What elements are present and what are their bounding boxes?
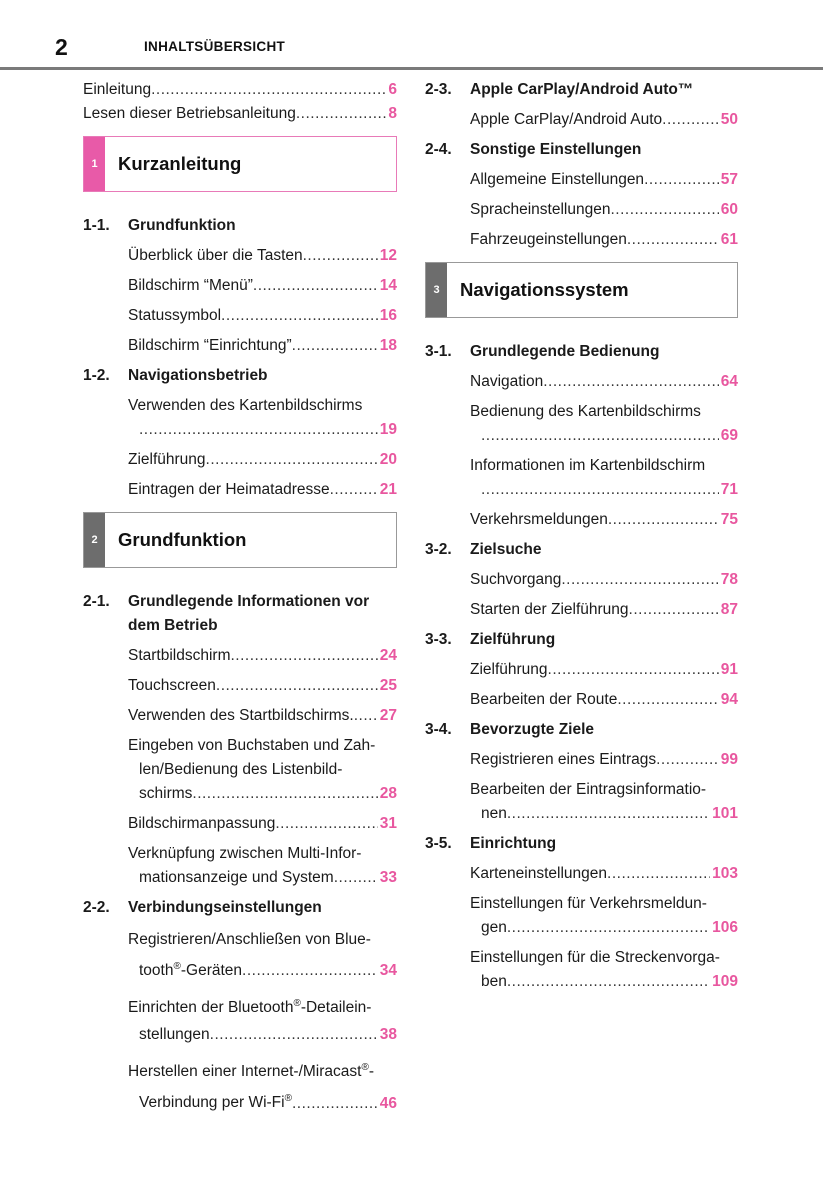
toc-entry[interactable]: Einstellungen für Verkehrsmeldun- gen ..... 106 [470, 892, 738, 940]
section-heading: 1-1. Grundfunktion [83, 217, 236, 234]
section-heading: 3-5. Einrichtung [425, 835, 557, 852]
toc-entry[interactable]: Eingeben von Buchstaben und Zah- len/Bedienung des Listenbild- schirms ..... 28 [128, 734, 397, 806]
toc-entry[interactable]: Einleitung ..... 6 [83, 78, 397, 102]
chapter-title: Kurzanleitung [118, 153, 242, 174]
toc-entry[interactable]: Spracheinstellungen ..... 60 [470, 198, 738, 222]
section-heading: 3-2. Zielsuche [425, 541, 542, 558]
toc-entry[interactable]: Bildschirm “Einrichtung” ..... 18 [128, 334, 397, 358]
toc-entry[interactable]: Informationen im Kartenbildschirm ..... 71 [470, 454, 738, 502]
toc-entry[interactable]: Einrichten der Bluetooth®-Detailein- stellungen ..... 38 [128, 990, 397, 1048]
toc-entry[interactable]: Starten der Zielführung ..... 87 [470, 598, 738, 622]
toc-entry[interactable]: Touchscreen ..... 25 [128, 674, 397, 698]
toc-entry[interactable]: Verkehrsmeldungen ..... 75 [470, 508, 738, 532]
toc-entry[interactable]: Apple CarPlay/Android Auto ..... 50 [470, 108, 738, 132]
toc-entry[interactable]: Verwenden des Kartenbildschirms ..... 19 [128, 394, 397, 442]
section-heading: 2-2. Verbindungseinstellungen [83, 899, 322, 916]
section-heading: 1-2. Navigationsbetrieb [83, 367, 268, 384]
chapter-number: 1 [84, 137, 105, 191]
toc-entry[interactable]: Verwenden des Startbildschirms. ..... 27 [128, 704, 397, 728]
page-title: INHALTSÜBERSICHT [144, 39, 286, 54]
toc-entry[interactable]: Verknüpfung zwischen Multi-Infor- mationsanzeige und System ..... 33 [128, 842, 397, 890]
toc-entry[interactable]: Karteneinstellungen ..... 103 [470, 862, 738, 886]
toc-entry[interactable]: Suchvorgang ..... 78 [470, 568, 738, 592]
toc-entry[interactable]: Registrieren/Anschließen von Blue- tooth®-Geräten ..... 34 [128, 926, 397, 984]
toc-entry[interactable]: Fahrzeugeinstellungen ..... 61 [470, 228, 738, 252]
left-column [83, 78, 397, 1117]
toc-entry[interactable]: Bearbeiten der Route ..... 94 [470, 688, 738, 712]
section-heading: 3-4. Bevorzugte Ziele [425, 721, 595, 738]
toc-entry[interactable]: Zielführung ..... 91 [470, 658, 738, 682]
section-heading: 2-3. Apple CarPlay/Android Auto™ [425, 81, 694, 98]
toc-entry[interactable]: Bildschirm “Menü” ..... 14 [128, 274, 397, 298]
section-heading: 3-1. Grundlegende Bedienung [425, 343, 660, 360]
chapter-number: 2 [84, 513, 105, 567]
toc-entry[interactable]: Allgemeine Einstellungen ..... 57 [470, 168, 738, 192]
chapter-header-3[interactable] [425, 262, 738, 318]
chapter-number: 3 [426, 263, 447, 317]
chapter-header-2[interactable] [83, 512, 397, 568]
section-heading: 3-3. Zielführung [425, 631, 556, 648]
toc-entry[interactable]: Herstellen einer Internet-/Miracast®- Verbindung per Wi-Fi® ..... 46 [128, 1054, 397, 1116]
toc-entry[interactable]: Lesen dieser Betriebsanleitung ..... 8 [83, 102, 397, 126]
toc-entry[interactable]: Registrieren eines Eintrags ..... 99 [470, 748, 738, 772]
section-heading: 2-1. Grundlegende Informationen vor dem Betrieb [83, 593, 370, 634]
chapter-header-1[interactable] [83, 136, 397, 192]
right-column [425, 78, 738, 994]
chapter-title: Grundfunktion [118, 529, 247, 550]
toc-entry[interactable]: Bildschirmanpassung ..... 31 [128, 812, 397, 836]
chapter-title: Navigationssystem [460, 279, 629, 300]
toc-entry[interactable]: Bedienung des Kartenbildschirms ..... 69 [470, 400, 738, 448]
page-number: 2 [55, 34, 68, 60]
toc-entry[interactable]: Bearbeiten der Eintragsinformatio- nen ..... 101 [470, 778, 738, 826]
toc-entry[interactable]: Statussymbol ..... 16 [128, 304, 397, 328]
toc-entry[interactable]: Eintragen der Heimatadresse ..... 21 [128, 478, 397, 502]
toc-entry[interactable]: Navigation ..... 64 [470, 370, 738, 394]
toc-entry[interactable]: Einstellungen für die Streckenvorga- ben ..... 109 [470, 946, 738, 994]
toc-entry[interactable]: Zielführung ..... 20 [128, 448, 397, 472]
header-rule [0, 67, 823, 70]
toc-entry[interactable]: Startbildschirm ..... 24 [128, 644, 397, 668]
toc-entry[interactable]: Überblick über die Tasten ..... 12 [128, 244, 397, 268]
section-heading: 2-4. Sonstige Einstellungen [425, 141, 642, 158]
